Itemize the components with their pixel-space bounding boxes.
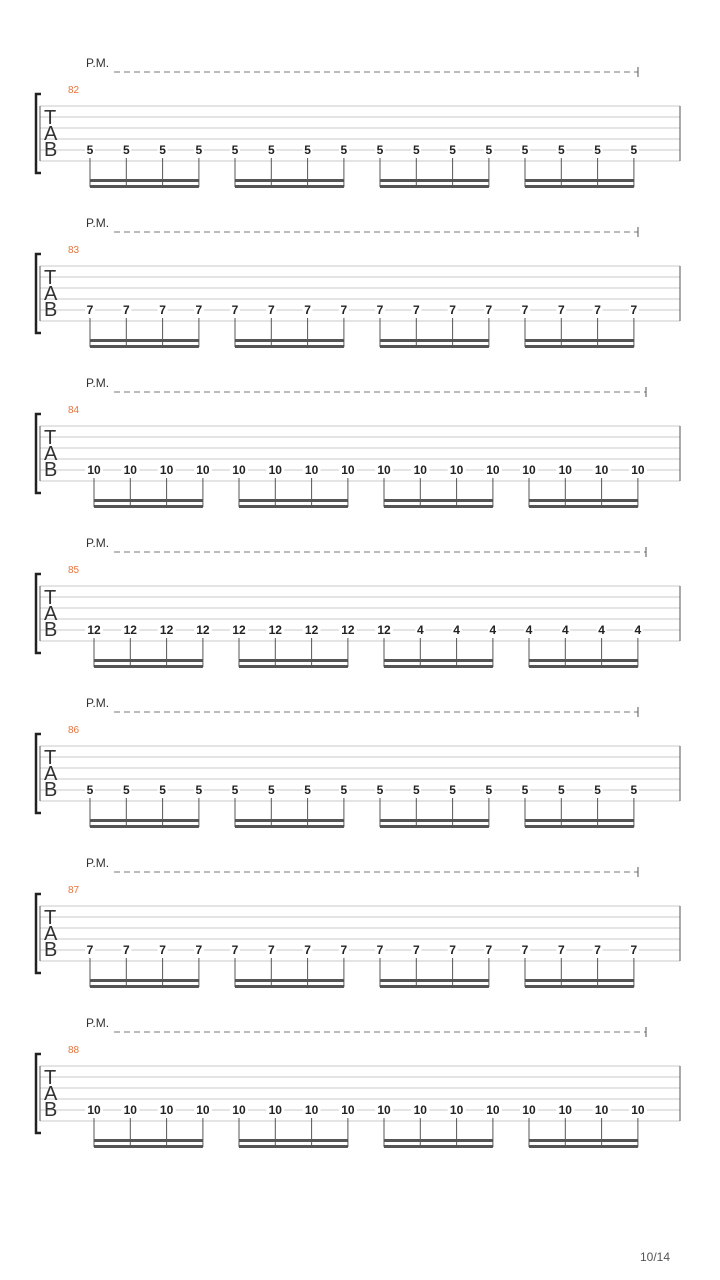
fret-number: 4 — [634, 623, 642, 637]
beam — [90, 179, 199, 182]
fret-number: 10 — [377, 463, 391, 477]
beam — [94, 659, 203, 662]
fret-number: 10 — [87, 1103, 101, 1117]
fret-number: 5 — [340, 143, 348, 157]
fret-number: 12 — [341, 623, 355, 637]
beam — [94, 505, 203, 508]
fret-number: 7 — [594, 943, 601, 957]
fret-number: 7 — [267, 303, 275, 317]
beam — [380, 179, 489, 182]
beam — [235, 185, 344, 188]
beam — [384, 1145, 493, 1148]
fret-number: 12 — [87, 623, 101, 637]
fret-number: 5 — [304, 783, 311, 797]
fret-number: 7 — [267, 943, 275, 957]
tab-clef-a: A — [44, 763, 58, 785]
beam — [239, 505, 348, 508]
beam — [380, 185, 489, 188]
fret-number: 7 — [557, 303, 565, 317]
fret-number: 10 — [232, 1103, 246, 1117]
beam — [525, 979, 634, 982]
beam — [239, 1139, 348, 1142]
fret-number: 10 — [232, 463, 246, 477]
tab-clef-b: B — [44, 139, 58, 161]
fret-number: 10 — [522, 463, 536, 477]
palm-mute-label: P.M. — [86, 216, 110, 230]
beam — [90, 825, 199, 828]
fret-number: 4 — [598, 623, 605, 637]
beam — [380, 825, 489, 828]
tab-clef-a: A — [44, 283, 58, 305]
fret-number: 10 — [341, 463, 355, 477]
tab-clef-t: T — [44, 267, 57, 289]
tab-clef-a: A — [44, 123, 58, 145]
fret-number: 10 — [413, 463, 427, 477]
fret-number: 5 — [412, 783, 420, 797]
fret-number: 7 — [449, 303, 456, 317]
fret-number: 10 — [558, 463, 572, 477]
fret-number: 10 — [413, 1103, 427, 1117]
tab-clef-b: B — [44, 299, 58, 321]
beam — [235, 345, 344, 348]
beam — [384, 659, 493, 662]
fret-number: 7 — [304, 943, 311, 957]
beam — [384, 665, 493, 668]
beam — [525, 819, 634, 822]
fret-number: 7 — [340, 943, 348, 957]
fret-number: 5 — [376, 143, 384, 157]
fret-number: 12 — [196, 623, 210, 637]
fret-number: 12 — [159, 623, 174, 637]
fret-number: 7 — [557, 943, 565, 957]
beam — [525, 825, 634, 828]
fret-number: 5 — [340, 783, 348, 797]
fret-number: 7 — [195, 303, 203, 317]
fret-number: 5 — [122, 783, 130, 797]
beam — [380, 339, 489, 342]
beam — [380, 819, 489, 822]
beam — [235, 339, 344, 342]
beam — [239, 1145, 348, 1148]
fret-number: 7 — [376, 303, 384, 317]
measure-number: 87 — [68, 885, 80, 896]
fret-number: 10 — [159, 463, 174, 477]
tab-clef-a: A — [44, 443, 58, 465]
beam — [235, 179, 344, 182]
fret-number: 5 — [594, 143, 601, 157]
fret-number: 7 — [159, 303, 166, 317]
fret-number: 10 — [196, 1103, 210, 1117]
fret-number: 12 — [304, 623, 319, 637]
palm-mute-label: P.M. — [86, 696, 110, 710]
beam — [529, 665, 638, 668]
tab-clef-a: A — [44, 1083, 58, 1105]
fret-number: 5 — [86, 783, 94, 797]
fret-number: 5 — [304, 143, 311, 157]
fret-number: 10 — [522, 1103, 536, 1117]
beam — [529, 1139, 638, 1142]
fret-number: 5 — [594, 783, 601, 797]
fret-number: 5 — [159, 143, 166, 157]
fret-number: 5 — [557, 143, 565, 157]
fret-number: 10 — [268, 463, 282, 477]
fret-number: 7 — [86, 943, 94, 957]
beam — [384, 1139, 493, 1142]
palm-mute-label: P.M. — [86, 856, 110, 870]
measure-number: 83 — [68, 245, 80, 256]
fret-number: 5 — [122, 143, 130, 157]
fret-number: 7 — [122, 303, 130, 317]
fret-number: 10 — [123, 1103, 137, 1117]
beam — [235, 985, 344, 988]
fret-number: 7 — [449, 943, 456, 957]
fret-number: 10 — [341, 1103, 355, 1117]
beam — [90, 185, 199, 188]
beam — [380, 985, 489, 988]
tab-clef-t: T — [44, 747, 57, 769]
fret-number: 4 — [561, 623, 569, 637]
tab-clef-a: A — [44, 923, 58, 945]
fret-number: 5 — [449, 783, 456, 797]
tab-clef-t: T — [44, 107, 57, 129]
fret-number: 7 — [485, 303, 493, 317]
measure-number: 88 — [68, 1045, 80, 1056]
fret-number: 7 — [231, 303, 239, 317]
fret-number: 10 — [486, 1103, 500, 1117]
fret-number: 10 — [594, 463, 609, 477]
fret-number: 7 — [86, 303, 94, 317]
fret-number: 5 — [485, 143, 493, 157]
fret-number: 5 — [267, 143, 275, 157]
tab-clef-t: T — [44, 1067, 57, 1089]
fret-number: 7 — [594, 303, 601, 317]
tab-clef-b: B — [44, 1099, 58, 1121]
tab-clef-t: T — [44, 907, 57, 929]
page-number: 10/14 — [640, 1250, 671, 1264]
fret-number: 5 — [521, 143, 529, 157]
fret-number: 7 — [304, 303, 311, 317]
beam — [90, 819, 199, 822]
fret-number: 10 — [558, 1103, 572, 1117]
tab-clef-t: T — [44, 587, 57, 609]
fret-number: 5 — [159, 783, 166, 797]
fret-number: 7 — [195, 943, 203, 957]
beam — [239, 665, 348, 668]
fret-number: 10 — [304, 1103, 319, 1117]
beam — [94, 1139, 203, 1142]
fret-number: 5 — [267, 783, 275, 797]
fret-number: 12 — [268, 623, 282, 637]
beam — [529, 659, 638, 662]
tab-clef-b: B — [44, 779, 58, 801]
beam — [380, 345, 489, 348]
fret-number: 10 — [377, 1103, 391, 1117]
palm-mute-label: P.M. — [86, 376, 110, 390]
fret-number: 5 — [86, 143, 94, 157]
beam — [384, 499, 493, 502]
fret-number: 5 — [376, 783, 384, 797]
measure-number: 86 — [68, 725, 80, 736]
measure-number: 84 — [68, 405, 80, 416]
fret-number: 4 — [525, 623, 533, 637]
fret-number: 7 — [412, 943, 420, 957]
fret-number: 7 — [340, 303, 348, 317]
fret-number: 10 — [631, 463, 645, 477]
fret-number: 12 — [377, 623, 391, 637]
fret-number: 5 — [485, 783, 493, 797]
fret-number: 5 — [231, 783, 239, 797]
fret-number: 7 — [122, 943, 130, 957]
beam — [525, 185, 634, 188]
fret-number: 12 — [232, 623, 246, 637]
beam — [529, 505, 638, 508]
fret-number: 10 — [304, 463, 319, 477]
fret-number: 10 — [449, 1103, 464, 1117]
beam — [380, 979, 489, 982]
beam — [235, 819, 344, 822]
fret-number: 10 — [87, 463, 101, 477]
fret-number: 7 — [521, 303, 529, 317]
fret-number: 10 — [486, 463, 500, 477]
beam — [525, 179, 634, 182]
fret-number: 7 — [159, 943, 166, 957]
fret-number: 12 — [123, 623, 137, 637]
fret-number: 7 — [376, 943, 384, 957]
tab-clef-a: A — [44, 603, 58, 625]
tab-clef-b: B — [44, 459, 58, 481]
fret-number: 5 — [195, 143, 203, 157]
fret-number: 10 — [631, 1103, 645, 1117]
fret-number: 5 — [521, 783, 529, 797]
fret-number: 7 — [231, 943, 239, 957]
beam — [94, 665, 203, 668]
fret-number: 5 — [195, 783, 203, 797]
fret-number: 10 — [159, 1103, 174, 1117]
beam — [90, 345, 199, 348]
beam — [525, 985, 634, 988]
tab-clef-b: B — [44, 619, 58, 641]
fret-number: 7 — [521, 943, 529, 957]
beam — [529, 1145, 638, 1148]
fret-number: 10 — [268, 1103, 282, 1117]
fret-number: 5 — [630, 143, 638, 157]
fret-number: 5 — [231, 143, 239, 157]
beam — [235, 825, 344, 828]
beam — [529, 499, 638, 502]
beam — [525, 339, 634, 342]
fret-number: 10 — [196, 463, 210, 477]
measure-number: 85 — [68, 565, 80, 576]
beam — [239, 659, 348, 662]
fret-number: 10 — [449, 463, 464, 477]
tab-clef-b: B — [44, 939, 58, 961]
beam — [94, 499, 203, 502]
measure-number: 82 — [68, 85, 80, 96]
fret-number: 7 — [412, 303, 420, 317]
beam — [239, 499, 348, 502]
fret-number: 7 — [485, 943, 493, 957]
beam — [94, 1145, 203, 1148]
fret-number: 4 — [489, 623, 497, 637]
fret-number: 10 — [594, 1103, 609, 1117]
beam — [525, 345, 634, 348]
fret-number: 4 — [416, 623, 424, 637]
fret-number: 5 — [557, 783, 565, 797]
palm-mute-label: P.M. — [86, 1016, 110, 1030]
fret-number: 7 — [630, 943, 638, 957]
beam — [235, 979, 344, 982]
fret-number: 5 — [630, 783, 638, 797]
fret-number: 7 — [630, 303, 638, 317]
fret-number: 4 — [453, 623, 460, 637]
fret-number: 10 — [123, 463, 137, 477]
beam — [384, 505, 493, 508]
beam — [90, 339, 199, 342]
beam — [90, 979, 199, 982]
palm-mute-label: P.M. — [86, 56, 110, 70]
tab-clef-t: T — [44, 427, 57, 449]
fret-number: 5 — [449, 143, 456, 157]
beam — [90, 985, 199, 988]
fret-number: 5 — [412, 143, 420, 157]
palm-mute-label: P.M. — [86, 536, 110, 550]
